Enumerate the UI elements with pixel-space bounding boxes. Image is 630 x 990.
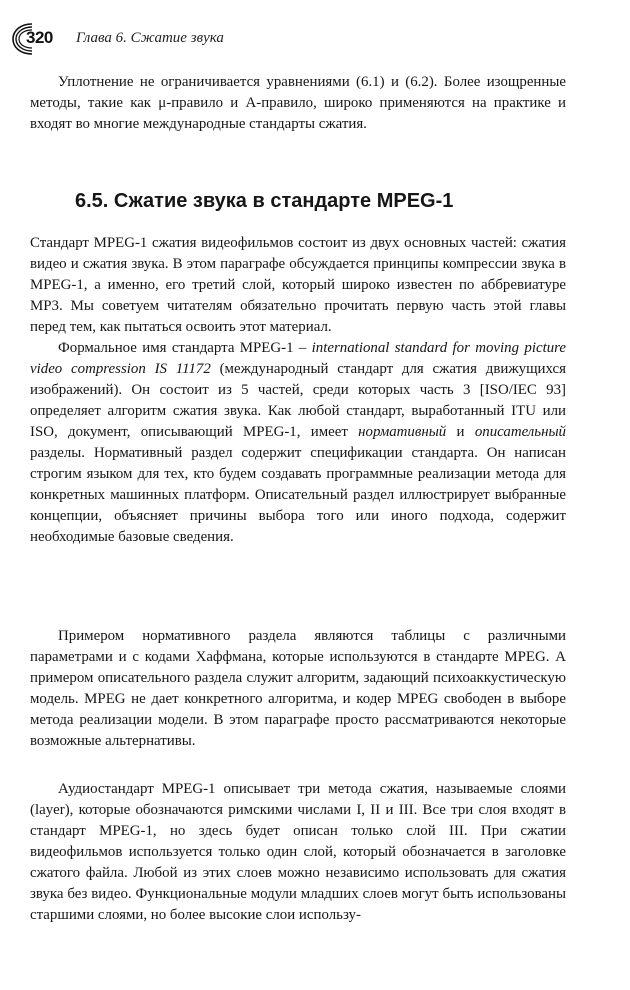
paragraph-3: Примером нормативного раздела являются таблицы с различными параметрами и с кодами Хаффмана, которые используются в стандарте MPEG. А примером описательного раздела служит алгоритм, задающий психоаккустическую модель. MPEG не дает конкретного алгоритма, и кодер MPEG свободен в выборе метода реализации модели. В этом параграфе просто рассматриваются некоторые возможные альтернативы. <box>30 628 566 749</box>
standard-name-italic: international standard for moving picture video compression IS 11172 <box>30 340 567 377</box>
term-normative: нормативный <box>358 424 447 440</box>
page-number-badge <box>12 22 66 56</box>
page-number: 320 <box>26 28 53 47</box>
running-head: Глава 6. Сжатие звука <box>76 30 224 46</box>
paragraph-2-text: (международный стандарт для сжатия движущихся изображений). Он состоит из 5 частей, среди которых часть 3 [ISO/IEC 93] определяет алгоритм сжатия звука. Как любой стандарт, выработанный ITU или ISO, документ, описывающий MPEG-1, имеет <box>30 361 566 440</box>
section-title: 6.5. Сжатие звука в стандарте MPEG-1 <box>75 190 454 212</box>
paragraph-2 <box>30 338 566 548</box>
paragraph-2-text: Формальное имя стандарта MPEG-1 – <box>58 340 312 356</box>
intro-paragraph: Уплотнение не ограничивается уравнениями (6.1) и (6.2). Более изощренные методы, такие как μ-правило и A-правило, широко применяются на практике и входят во многие международные стандарты сжатия. <box>30 74 566 132</box>
paragraph-1: Стандарт MPEG-1 сжатия видеофильмов состоит из двух основных частей: сжатия видео и сжатия звука. В этом параграфе обсуждается принципы компрессии звука в MPEG-1, а именно, его третий слой, который широко известен по аббревиатуре MP3. Мы советуем читателям обязательно прочитать первую часть этой главы перед тем, как пытаться освоить этот материал. <box>30 235 566 335</box>
paragraph-2-text: и <box>446 424 475 440</box>
term-descriptive: описательный <box>474 424 566 440</box>
paragraph-4: Аудиостандарт MPEG-1 описывает три метода сжатия, называемые слоями (layer), которые обозначаются римскими числами I, II и III. Все три слоя входят в стандарт MPEG-1, но здесь будет описан только слой III. При сжатии видеофильмов используется только один слой, который обозначается в заголовке сжатого файла. Любой из этих слоев можно независимо использовать для сжатия звука без видео. Функциональные модули младших слоев могут быть использованы старшими слоями, но более высокие слои использу- <box>30 781 566 923</box>
paragraph-2-text: разделы. Нормативный раздел содержит спецификации стандарта. Он написан строгим языком для тех, кто будем создавать программные реализации метода для конкретных машинных платформ. Описательный раздел иллюстрирует выбранные концепции, объясняет причины выбора того или иного подхода, содержит необходимые базовые сведения. <box>30 445 566 545</box>
page-header <box>12 22 612 56</box>
